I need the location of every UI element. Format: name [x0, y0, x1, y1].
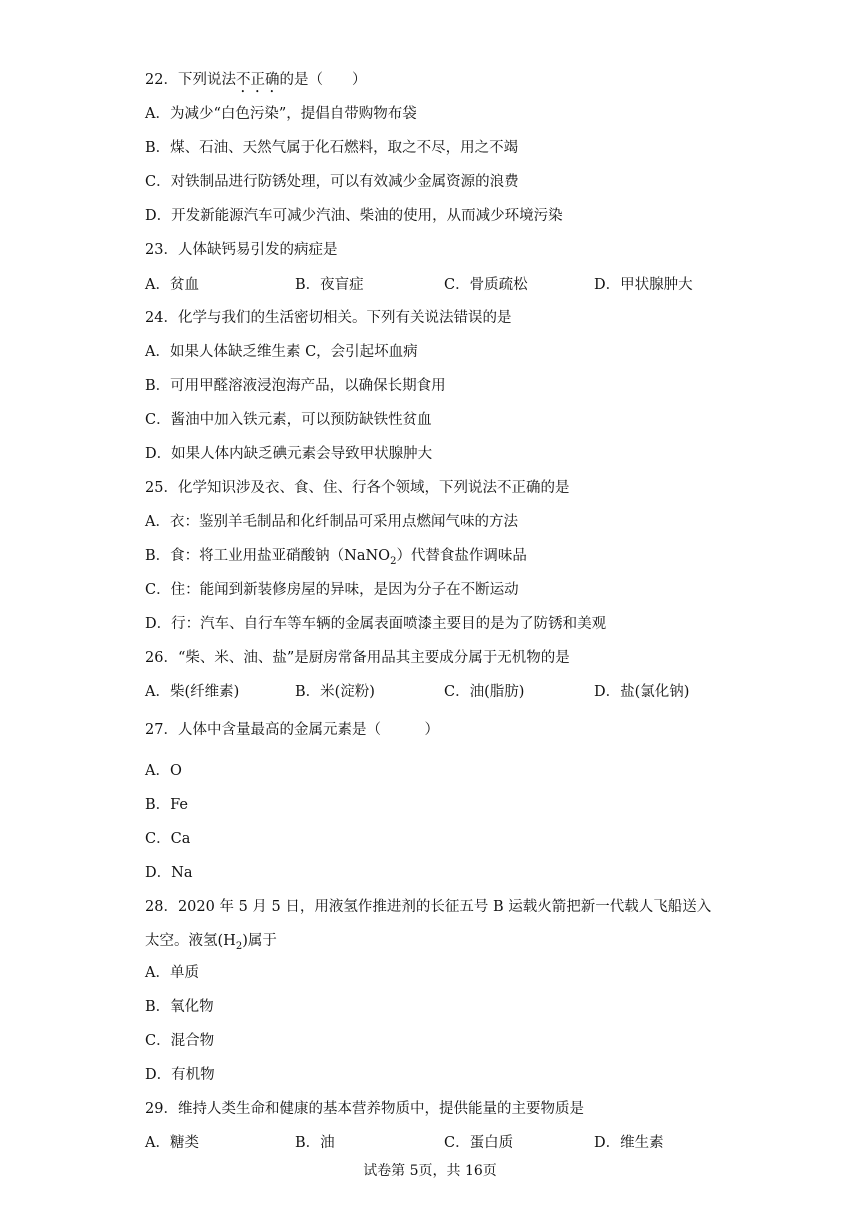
option-text: ）代替食盐作调味品 [396, 548, 527, 564]
question-24-option-c: C．酱油中加入铁元素，可以预防缺铁性贫血 [145, 412, 432, 428]
question-28-option-d: D．有机物 [145, 1067, 215, 1083]
question-28-option-a: A．单质 [145, 965, 199, 981]
question-23-option-c: C．骨质疏松 [444, 277, 528, 293]
question-24-option-b: B．可用甲醛溶液浸泡海产品，以确保长期食用 [145, 378, 446, 394]
question-29-option-b: B．油 [295, 1135, 335, 1151]
question-28-stem-line2 [145, 931, 277, 957]
question-23-option-b: B．夜盲症 [295, 277, 364, 293]
question-28-stem-line1: 28．2020 年 5 月 5 日，用液氢作推进剂的长征五号 B 运载火箭把新一代载人飞船送入 [145, 899, 712, 915]
question-26-option-c: C．油(脂肪) [444, 684, 525, 700]
question-25-option-d: D．行：汽车、自行车等车辆的金属表面喷漆主要目的是为了防锈和美观 [145, 616, 607, 632]
question-27-option-a: A．O [145, 763, 182, 779]
question-26-option-b: B．米(淀粉) [295, 684, 375, 700]
question-24-stem: 24．化学与我们的生活密切相关。下列有关说法错误的是 [145, 310, 512, 326]
question-27-option-c: C．Ca [145, 831, 191, 847]
emphasis-text: 不正确 [235, 72, 280, 88]
question-24-option-a: A．如果人体缺乏维生素 C，会引起坏血病 [145, 344, 418, 360]
question-22-option-c: C．对铁制品进行防锈处理，可以有效减少金属资源的浪费 [145, 174, 519, 190]
question-24-option-d: D．如果人体内缺乏碘元素会导致甲状腺肿大 [145, 446, 433, 462]
stem-text: )属于 [242, 933, 277, 949]
question-23-option-d: D．甲状腺肿大 [594, 277, 693, 293]
stem-text: 太空。液氢(H [145, 933, 236, 949]
question-22-option-a: A．为减少“白色污染”，提倡自带购物布袋 [145, 106, 417, 122]
question-28-option-c: C．混合物 [145, 1033, 215, 1049]
subscript: 2 [390, 555, 397, 567]
stem-text: 22．下列说法 [145, 72, 236, 88]
question-27-option-d: D．Na [145, 865, 193, 881]
stem-text: 的是（ ） [279, 72, 367, 88]
question-27-stem: 27．人体中含量最高的金属元素是（ ） [145, 722, 439, 738]
question-29-stem: 29．维持人类生命和健康的基本营养物质中，提供能量的主要物质是 [145, 1101, 584, 1117]
question-28-option-b: B．氧化物 [145, 999, 214, 1015]
question-29-option-d: D．维生素 [594, 1135, 664, 1151]
question-29-option-c: C．蛋白质 [444, 1135, 514, 1151]
page-footer: 试卷第 5页，共 16页 [363, 1163, 497, 1179]
option-text: B．食：将工业用盐亚硝酸钠（NaNO [145, 548, 391, 564]
question-22-option-b: B．煤、石油、天然气属于化石燃料，取之不尽，用之不竭 [145, 140, 519, 156]
question-22-stem [145, 70, 366, 96]
question-25-option-a: A．衣：鉴别羊毛制品和化纤制品可采用点燃闻气味的方法 [145, 514, 518, 530]
question-25-option-b [145, 546, 527, 572]
question-26-option-d: D．盐(氯化钠) [594, 684, 690, 700]
question-26-stem: 26．“柴、米、油、盐”是厨房常备用品其主要成分属于无机物的是 [145, 650, 570, 666]
question-27-option-b: B．Fe [145, 797, 189, 813]
question-26-option-a: A．柴(纤维素) [145, 684, 240, 700]
question-25-option-c: C．住：能闻到新装修房屋的异味，是因为分子在不断运动 [145, 582, 519, 598]
question-22-option-d: D．开发新能源汽车可减少汽油、柴油的使用，从而减少环境污染 [145, 208, 563, 224]
subscript: 2 [235, 940, 243, 952]
question-25-stem: 25．化学知识涉及衣、食、住、行各个领域，下列说法不正确的是 [145, 480, 570, 496]
question-23-stem: 23．人体缺钙易引发的病症是 [145, 242, 338, 258]
question-29-option-a: A．糖类 [145, 1135, 199, 1151]
question-23-option-a: A．贫血 [145, 277, 199, 293]
